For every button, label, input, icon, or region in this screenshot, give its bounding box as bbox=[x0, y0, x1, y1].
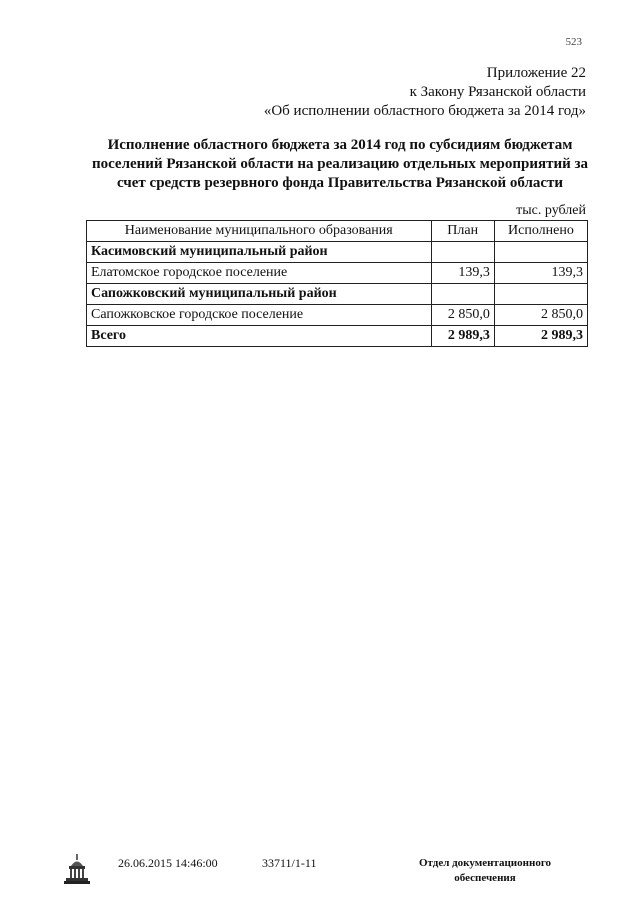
budget-table bbox=[86, 220, 588, 347]
row-done bbox=[494, 242, 587, 263]
row-name: Касимовский муниципальный район bbox=[87, 242, 432, 263]
footer-code: 33711/1-11 bbox=[262, 856, 317, 870]
title-line-2: поселений Рязанской области на реализацию отдельных мероприятий за bbox=[91, 156, 589, 172]
row-name: Елатомское городское поселение bbox=[87, 263, 432, 284]
duma-logo-icon bbox=[62, 852, 92, 886]
footer-date: 26.06.2015 14:46:00 bbox=[118, 856, 218, 870]
header-name: Наименование муниципального образования bbox=[87, 221, 432, 242]
table-row-district bbox=[87, 284, 588, 305]
row-done: 2 850,0 bbox=[494, 305, 587, 326]
table-row bbox=[87, 305, 588, 326]
page-number: 523 bbox=[565, 36, 582, 48]
title-line-1: Исполнение областного бюджета за 2014 год по субсидиям бюджетам bbox=[107, 137, 573, 153]
appendix-line-1: Приложение 22 bbox=[486, 65, 586, 81]
table-header-row bbox=[87, 221, 588, 242]
total-name: Всего bbox=[87, 326, 432, 347]
table-total-row bbox=[87, 326, 588, 347]
total-done: 2 989,3 bbox=[494, 326, 587, 347]
footer-department bbox=[405, 856, 565, 886]
appendix-block bbox=[264, 64, 586, 121]
table-row bbox=[87, 263, 588, 284]
row-done: 139,3 bbox=[494, 263, 587, 284]
total-plan: 2 989,3 bbox=[431, 326, 494, 347]
row-plan bbox=[431, 284, 494, 305]
units-label: тыс. рублей bbox=[516, 203, 586, 218]
row-plan bbox=[431, 242, 494, 263]
footer-dept-line-2: обеспечения bbox=[454, 872, 516, 884]
row-name: Сапожковское городское поселение bbox=[87, 305, 432, 326]
row-plan: 2 850,0 bbox=[431, 305, 494, 326]
appendix-line-2: к Закону Рязанской области bbox=[409, 84, 586, 100]
row-done bbox=[494, 284, 587, 305]
row-plan: 139,3 bbox=[431, 263, 494, 284]
row-name: Сапожковский муниципальный район bbox=[87, 284, 432, 305]
appendix-line-3: «Об исполнении областного бюджета за 2014 год» bbox=[263, 103, 586, 119]
header-done: Исполнено bbox=[494, 221, 587, 242]
title-line-3: счет средств резервного фонда Правительства Рязанской области bbox=[116, 175, 564, 191]
footer-dept-line-1: Отдел документационного bbox=[418, 857, 552, 869]
header-plan: План bbox=[431, 221, 494, 242]
document-title bbox=[60, 136, 620, 193]
table-row-district bbox=[87, 242, 588, 263]
